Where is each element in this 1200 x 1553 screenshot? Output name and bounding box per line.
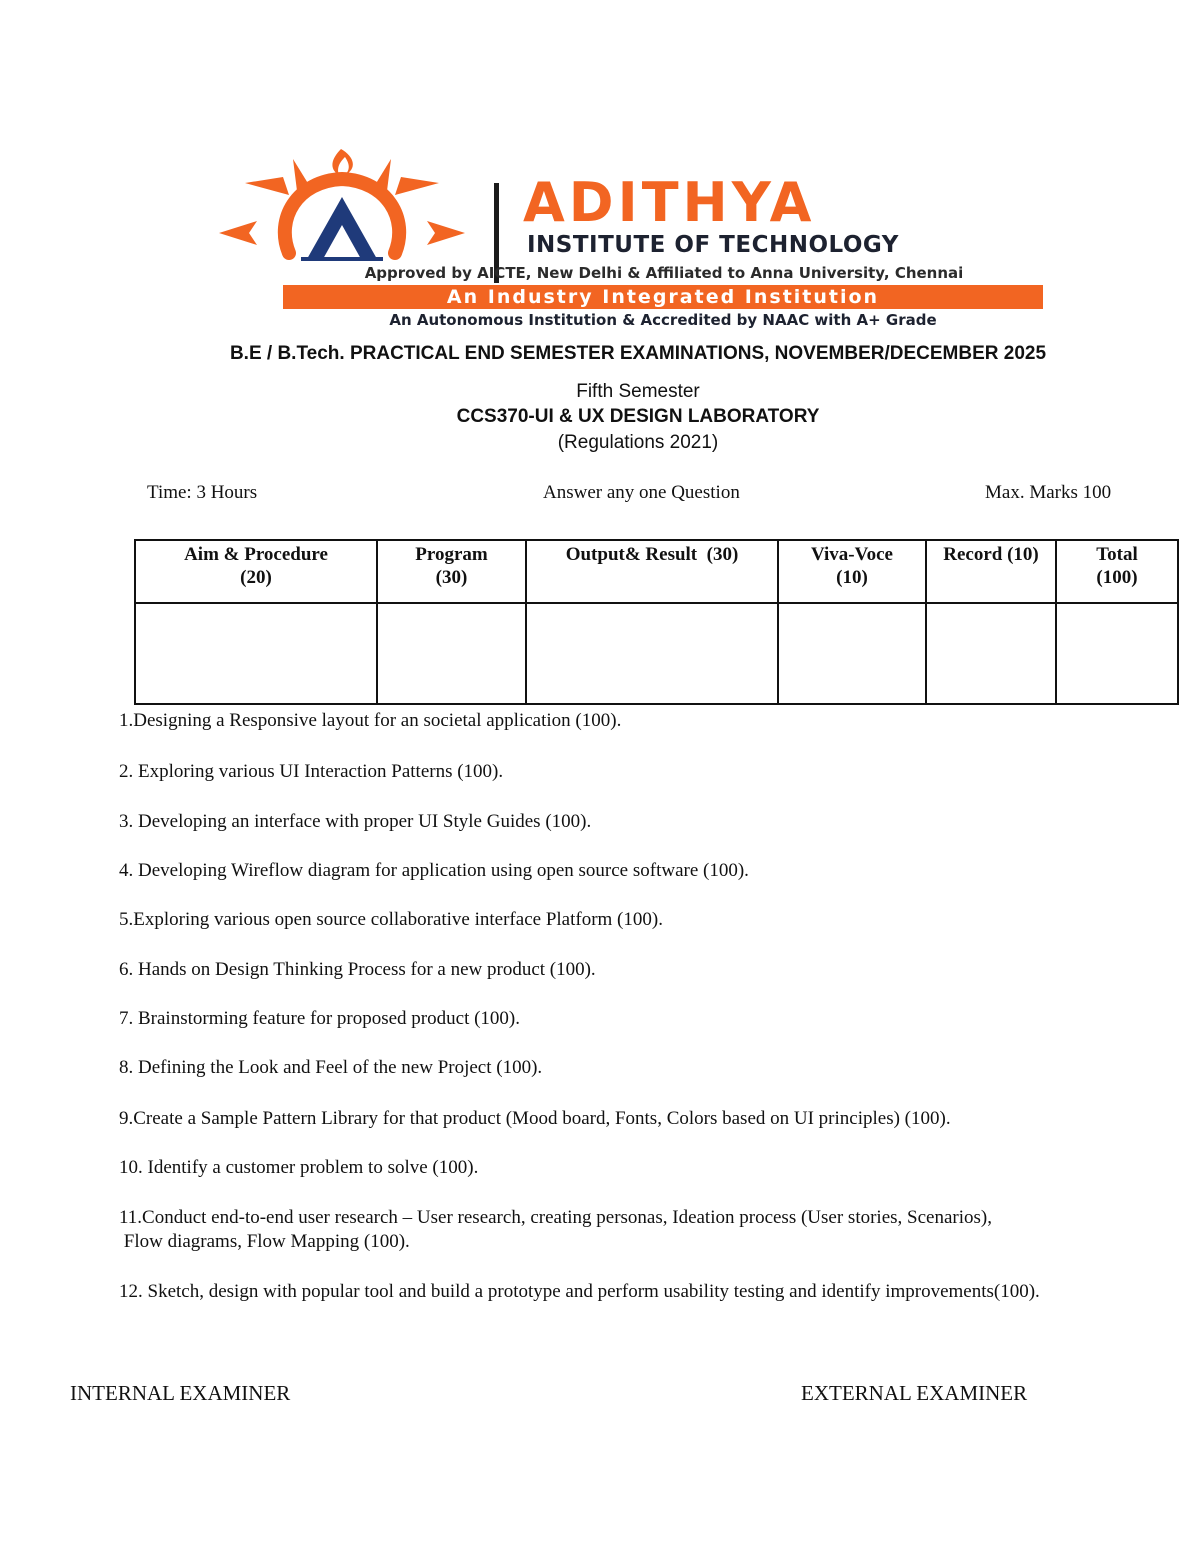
regulation-label: (Regulations 2021)	[557, 432, 719, 453]
viva-voce-cell[interactable]	[778, 603, 926, 704]
semester-label: Fifth Semester	[576, 381, 700, 402]
approval-line: Approved by AICTE, New Delhi & Affiliated to Anna University, Chennai	[364, 264, 964, 282]
question-item: 8. Defining the Look and Feel of the new Project (100).	[119, 1057, 543, 1078]
internal-examiner-label: INTERNAL EXAMINER	[70, 1381, 291, 1405]
output-result-cell[interactable]	[526, 603, 778, 704]
question-item: 1.Designing a Responsive layout for an societal application (100).	[119, 710, 622, 731]
exam-duration: Time: 3 Hours	[147, 482, 258, 503]
col-output-result: Output& Result (30)	[526, 540, 778, 603]
marks-entry-row	[135, 603, 1178, 704]
chevron-right-icon	[427, 221, 465, 245]
exam-instruction: Answer any one Question	[543, 482, 740, 503]
col-program: Program (30)	[377, 540, 526, 603]
program-cell[interactable]	[377, 603, 526, 704]
question-item: 6. Hands on Design Thinking Process for a new product (100).	[119, 959, 596, 980]
question-item: 5.Exploring various open source collaborative interface Platform (100).	[119, 909, 663, 930]
col-aim-procedure: Aim & Procedure (20)	[135, 540, 377, 603]
col-viva-voce: Viva-Voce (10)	[778, 540, 926, 603]
total-cell[interactable]	[1056, 603, 1178, 704]
ray-upper-left-icon	[245, 177, 289, 195]
question-item: 11.Conduct end-to-end user research – User research, creating personas, Ideation process (User stories, Scenarios),	[119, 1207, 992, 1228]
institute-subtitle: INSTITUTE OF TECHNOLOGY	[527, 232, 899, 258]
question-item-continuation: Flow diagrams, Flow Mapping (100).	[119, 1231, 410, 1252]
ray-upper-right-icon	[395, 177, 439, 195]
flame-top-icon	[332, 149, 352, 175]
record-cell[interactable]	[926, 603, 1056, 704]
institute-logo	[205, 145, 1055, 335]
aim-procedure-cell[interactable]	[135, 603, 377, 704]
marks-table	[134, 539, 1179, 705]
institute-name: ADITHYA	[523, 171, 816, 234]
question-item: 4. Developing Wireflow diagram for application using open source software (100).	[119, 860, 749, 881]
course-title: CCS370-UI & UX DESIGN LABORATORY	[456, 406, 820, 427]
question-item: 9.Create a Sample Pattern Library for that product (Mood board, Fonts, Colors based on UI principles) (100).	[119, 1108, 951, 1129]
tagline-banner: An Industry Integrated Institution	[283, 285, 1043, 309]
exam-title: B.E / B.Tech. PRACTICAL END SEMESTER EXAMINATIONS, NOVEMBER/DECEMBER 2025	[229, 343, 1047, 364]
question-item: 2. Exploring various UI Interaction Patterns (100).	[119, 761, 504, 782]
accreditation-line: An Autonomous Institution & Accredited by NAAC with A+ Grade	[389, 311, 937, 329]
external-examiner-label: EXTERNAL EXAMINER	[801, 1381, 1028, 1405]
question-item: 3. Developing an interface with proper UI Style Guides (100).	[119, 811, 592, 832]
col-total: Total (100)	[1056, 540, 1178, 603]
max-marks: Max. Marks 100	[985, 482, 1112, 503]
question-item: 10. Identify a customer problem to solve (100).	[119, 1157, 479, 1178]
question-item: 12. Sketch, design with popular tool and build a prototype and perform usability testing and identify improvements(100).	[119, 1281, 1040, 1302]
marks-header-row	[135, 540, 1178, 603]
chevron-left-icon	[219, 221, 257, 245]
question-item: 7. Brainstorming feature for proposed product (100).	[119, 1008, 521, 1029]
col-record: Record (10)	[926, 540, 1056, 603]
sun-emblem-icon	[205, 145, 480, 275]
